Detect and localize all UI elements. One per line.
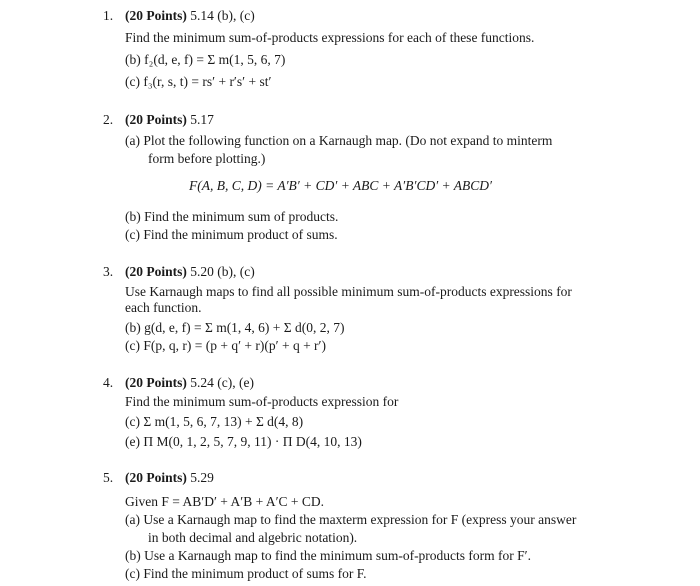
problem-part-a: (a) Plot the following function on a Karnaugh map. (Do not expand to minterm xyxy=(125,133,553,148)
problem-part-c: (c) F(p, q, r) = (p + q′ + r)(p′ + q + r′) xyxy=(125,338,327,353)
problem-header xyxy=(125,375,254,391)
problem-number: 5. xyxy=(103,470,114,485)
points-label: (20 Points) xyxy=(125,112,187,127)
section-ref: 5.29 xyxy=(190,470,214,485)
problem-number: 1. xyxy=(103,8,114,23)
section-ref: 5.14 (b), (c) xyxy=(190,8,255,23)
points-label: (20 Points) xyxy=(125,470,187,485)
problem-number: 3. xyxy=(103,264,114,279)
problem-part-e: (e) Π M(0, 1, 2, 5, 7, 9, 11) · Π D(4, 10, 13) xyxy=(125,434,362,449)
section-ref: 5.17 xyxy=(190,112,214,127)
problem-number: 4. xyxy=(103,375,114,390)
problem-header xyxy=(125,112,214,128)
problem-text: Find the minimum sum-of-products expressions for each of these functions. xyxy=(125,30,535,45)
problem-part-b: (b) Use a Karnaugh map to find the minimum sum-of-products form for F′. xyxy=(125,548,531,563)
problem-header xyxy=(125,8,255,24)
function-expression: F(A, B, C, D) = A′B′ + CD′ + ABC + A′B′CD′ + ABCD′ xyxy=(189,178,492,193)
problem-header xyxy=(125,264,255,280)
problem-text-cont: each function. xyxy=(125,300,202,315)
problem-part-c: (c) Find the minimum product of sums for F. xyxy=(125,566,367,581)
problem-part-a-cont: form before plotting.) xyxy=(148,151,266,166)
problem-text: Find the minimum sum-of-products expression for xyxy=(125,394,399,409)
points-label: (20 Points) xyxy=(125,375,187,390)
points-label: (20 Points) xyxy=(125,8,187,23)
problem-part-b: (b) f₂(d, e, f) = Σ m(1, 5, 6, 7) xyxy=(125,52,286,67)
problem-part-a-cont: in both decimal and algebric notation). xyxy=(148,530,358,545)
problem-part-c: (c) Σ m(1, 5, 6, 7, 13) + Σ d(4, 8) xyxy=(125,414,304,429)
section-ref: 5.20 (b), (c) xyxy=(190,264,255,279)
problem-header xyxy=(125,470,214,486)
section-ref: 5.24 (c), (e) xyxy=(190,375,254,390)
points-label: (20 Points) xyxy=(125,264,187,279)
problem-part-c: (c) Find the minimum product of sums. xyxy=(125,227,338,242)
problem-part-c: (c) f₃(r, s, t) = rs′ + r′s′ + st′ xyxy=(125,74,272,89)
problem-number: 2. xyxy=(103,112,114,127)
problem-part-b: (b) g(d, e, f) = Σ m(1, 4, 6) + Σ d(0, 2, 7) xyxy=(125,320,345,335)
problem-part-b: (b) Find the minimum sum of products. xyxy=(125,209,339,224)
problem-part-a: (a) Use a Karnaugh map to find the maxterm expression for F (express your answer xyxy=(125,512,577,527)
problem-text: Use Karnaugh maps to find all possible minimum sum-of-products expressions for xyxy=(125,284,572,299)
problem-text: Given F = AB′D′ + A′B + A′C + CD. xyxy=(125,494,325,509)
